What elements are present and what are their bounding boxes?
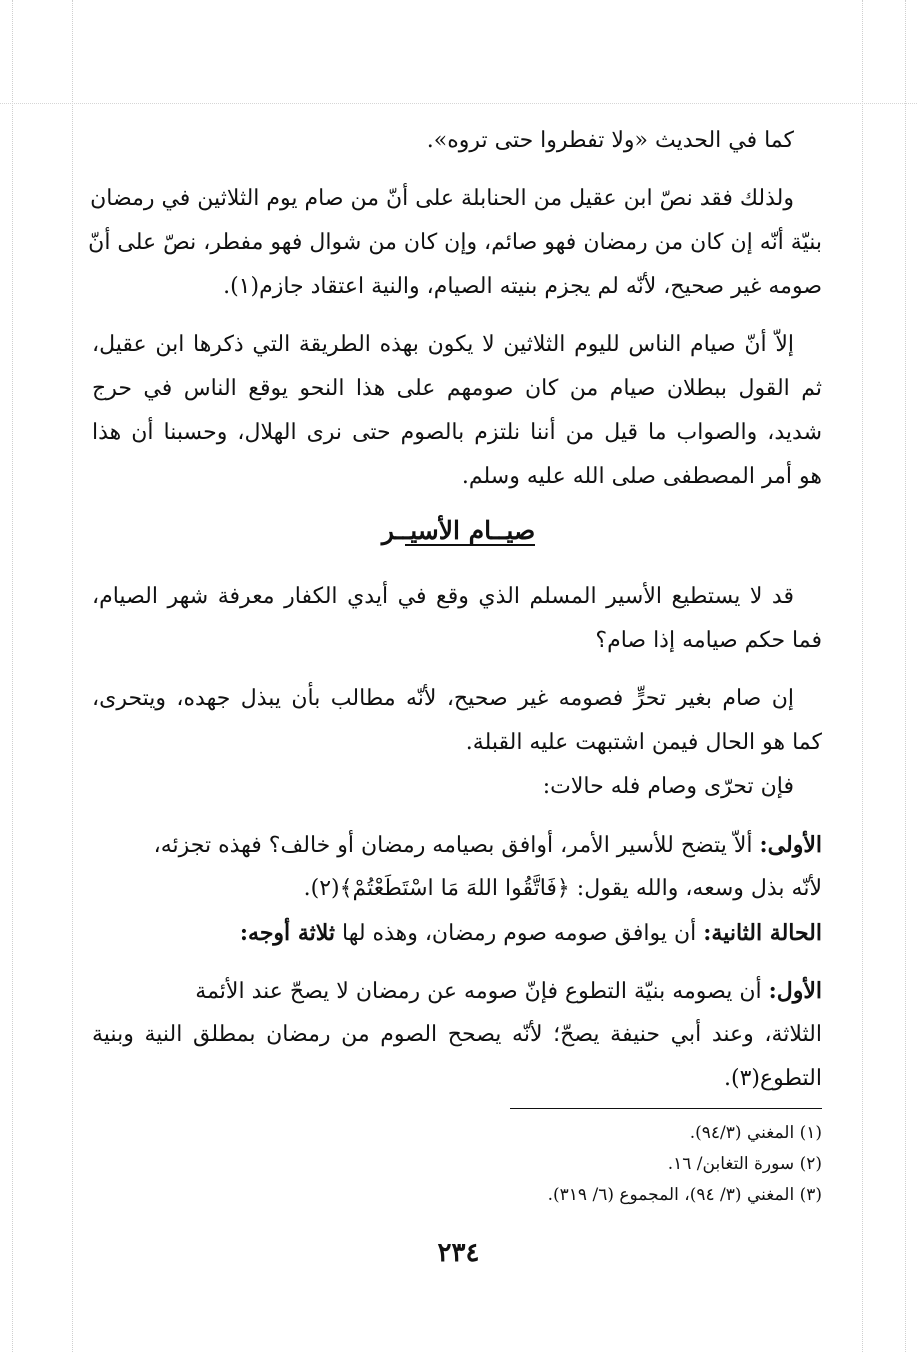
case-emphasis: ثلاثة أوجه: [239,920,335,946]
case-label: الأولى: [759,832,822,858]
text-line: إلاّ أنّ صيام الناس لليوم الثلاثين لا يكون بهذه الطريقة التي ذكرها ابن عقيل، [92,332,794,357]
text-line: إن صام بغير تحرٍّ فصومه غير صحيح، لأنّه مطالب بأن يبذل جهده، ويتحرى، [92,686,794,711]
text-line: قد لا يستطيع الأسير المسلم الذي وقع في أيدي الكفار معرفة شهر الصيام، [92,584,794,609]
aspect-text: أن يصومه بنيّة التطوع فإنّ صومه عن رمضان لا يصحّ عند الأئمة [195,979,762,1004]
first-case-line [92,830,822,861]
footnote-separator [510,1108,822,1109]
text-line: التطوع(٣). [724,1066,822,1091]
text-line: بنيّة أنّه إن كان من رمضان فهو صائم، وإن كان من شوال فهو مفطر، نصّ على أنّ [88,230,822,255]
second-case-line [92,918,822,949]
text-line: صومه غير صحيح، لأنّه لم يجزم بنيته الصيام، والنية اعتقاد جازم(١). [223,274,822,299]
scan-guide-line [905,0,906,1352]
text-line: ثم القول ببطلان صيام من كان صومهم على هذا النحو يوقع الناس في حرج [92,376,822,401]
scan-guide-line [862,0,863,1352]
scan-guide-line [72,0,73,1352]
text-line: هو أمر المصطفى صلى الله عليه وسلم. [461,464,822,489]
footnote: (١) المغني (٩٤/٣). [689,1123,822,1143]
first-aspect-line [92,976,822,1007]
text-line: فإن تحرّى وصام فله حالات: [542,774,794,799]
scan-guide-line [12,0,13,1352]
section-heading: صيــام الأسيــر [381,516,536,545]
scan-guide-line [0,103,917,104]
case-label: الحالة الثانية: [703,920,822,946]
heading-underline [405,544,535,546]
text-line: كما هو الحال فيمن اشتبهت عليه القبلة. [465,730,822,755]
case-text: أن يوافق صومه صوم رمضان، وهذه لها [342,921,697,946]
text-line: لأنّه بذل وسعه، والله يقول: ﴿فَاتَّقُوا اللهَ مَا اسْتَطَعْتُمْ﴾(٢). [303,876,822,901]
text-line: كما في الحديث «ولا تفطروا حتى تروه». [426,128,794,153]
page-number: ٢٣٤ [437,1238,480,1268]
aspect-label: الأول: [768,978,822,1004]
text-line: الثلاثة، وعند أبي حنيفة يصحّ؛ لأنّه يصحح الصوم من رمضان بمطلق النية وبنية [92,1022,822,1047]
case-text: ألاّ يتضح للأسير الأمر، أوافق بصيامه رمضان أو خالف؟ فهذه تجزئه، [153,833,753,858]
text-line: ولذلك فقد نصّ ابن عقيل من الحنابلة على أنّ من صام يوم الثلاثين في رمضان [90,186,794,211]
text-line: فما حكم صيامه إذا صام؟ [595,628,822,653]
text-line: شديد، والصواب ما قيل من أننا نلتزم بالصوم حتى نرى الهلال، وحسبنا أن هذا [92,420,822,445]
footnote: (٣) المغني (٣/ ٩٤)، المجموع (٦/ ٣١٩). [547,1185,822,1205]
footnote: (٢) سورة التغابن/ ١٦. [667,1154,822,1174]
